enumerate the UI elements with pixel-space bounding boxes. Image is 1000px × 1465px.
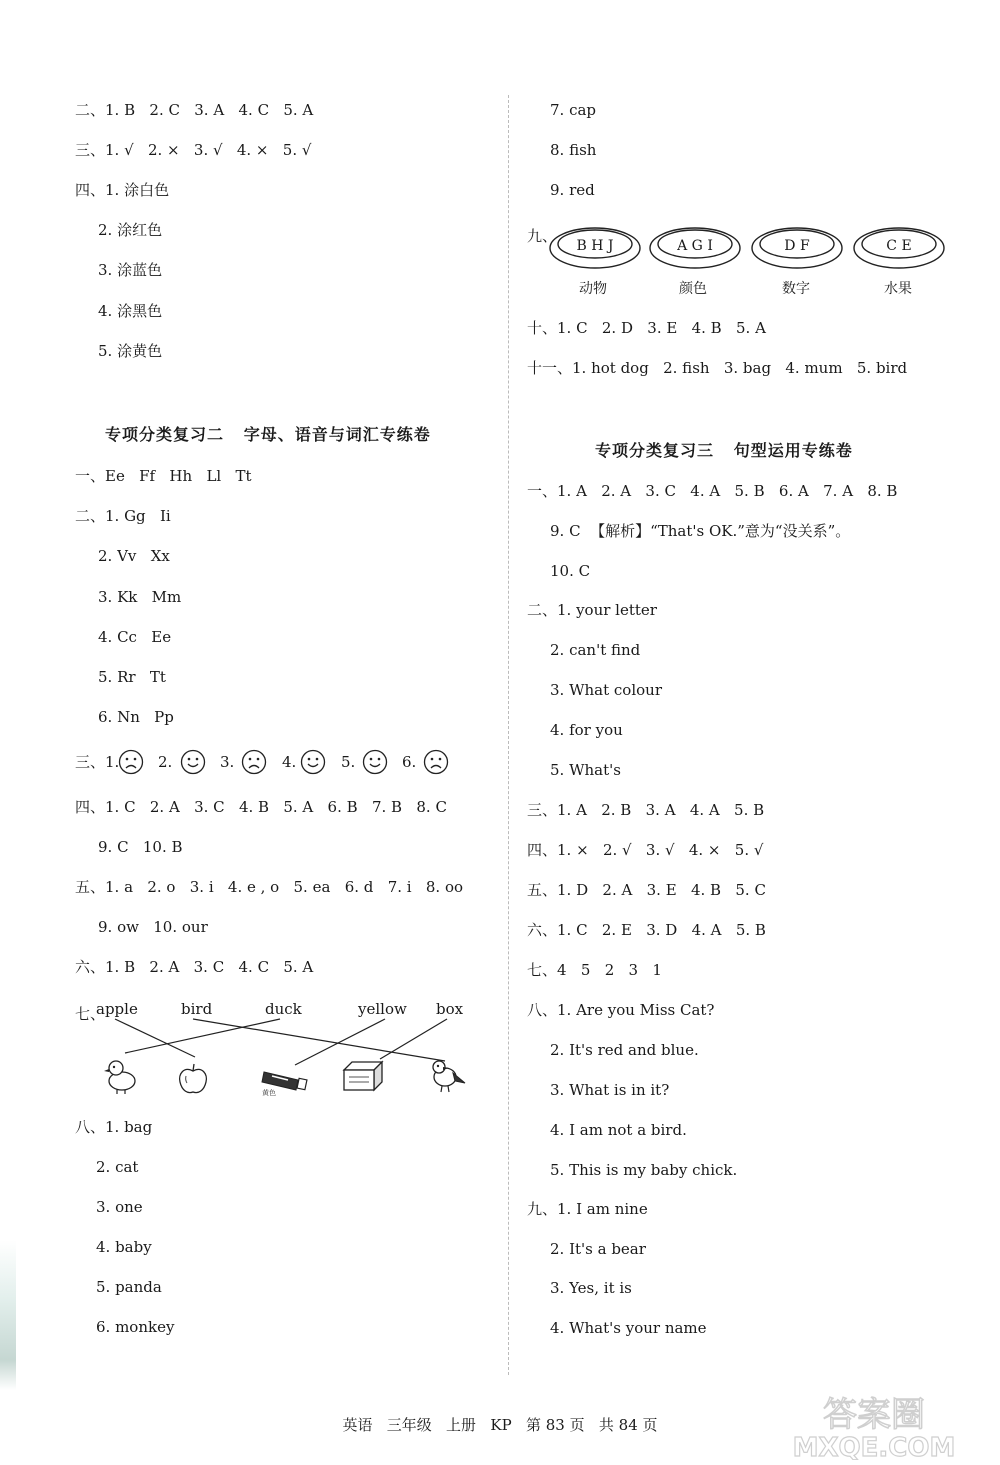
- sad-face-icon: [423, 749, 449, 775]
- answer-line: 五、1. D 2. A 3. E 4. B 5. C: [527, 881, 766, 899]
- answer-line: 5. This is my baby chick.: [550, 1161, 738, 1179]
- answer-line: 七、: [75, 1005, 106, 1023]
- match-word: box: [436, 1000, 464, 1018]
- plate-label: 颜色: [679, 281, 707, 297]
- answer-line: 5. panda: [96, 1278, 162, 1296]
- answer-line: 5. What's: [550, 761, 621, 779]
- answer-line: 3. What colour: [550, 681, 662, 699]
- plate-letters: A G I: [677, 238, 713, 254]
- answer-line: 9. red: [550, 181, 595, 199]
- match-word: yellow: [358, 1000, 407, 1018]
- watermark-top-text: 答案圈: [823, 1395, 925, 1435]
- answer-line: 9. C 【解析】“That's OK.”意为“没关系”。: [550, 522, 851, 540]
- answer-line: 十、1. C 2. D 3. E 4. B 5. A: [527, 319, 766, 337]
- answer-line: 四、1. 涂白色: [75, 181, 170, 199]
- answer-line: 3. Yes, it is: [550, 1279, 632, 1297]
- plate-label: 数字: [782, 281, 810, 297]
- answer-line: 一、1. A 2. A 3. C 4. A 5. B 6. A 7. A 8. B: [527, 482, 898, 500]
- plate-label: 水果: [884, 281, 912, 297]
- answer-line: 六、1. B 2. A 3. C 4. C 5. A: [75, 958, 314, 976]
- answer-line: 七、4 5 2 3 1: [527, 961, 662, 979]
- sad-face-icon: [241, 749, 267, 775]
- watermark-logo: [767, 1390, 982, 1460]
- answer-line: 四、1. C 2. A 3. C 4. B 5. A 6. B 7. B 8. C: [75, 798, 447, 816]
- answer-line: 五、1. a 2. o 3. i 4. e , o 5. ea 6. d 7. i 8. oo: [75, 878, 464, 896]
- question-number: 6.: [402, 753, 417, 771]
- section-title: 专项分类复习二 字母、语音与词汇专练卷: [105, 425, 431, 444]
- answer-line: 6. Nn Pp: [98, 708, 174, 726]
- box-icon: [342, 1060, 384, 1092]
- answer-line: 六、1. C 2. E 3. D 4. A 5. B: [527, 921, 766, 939]
- answer-line: 3. Kk Mm: [98, 588, 182, 606]
- column-divider: [508, 95, 509, 1375]
- answer-line: 2. can't find: [550, 641, 641, 659]
- match-word: bird: [181, 1000, 213, 1018]
- answer-line: 十一、1. hot dog 2. fish 3. bag 4. mum 5. bird: [527, 359, 908, 377]
- page-footer: 英语 三年级 上册 KP 第 83 页 共 84 页: [342, 1416, 658, 1434]
- bird-icon: [427, 1057, 467, 1095]
- answer-line: 3. What is in it?: [550, 1081, 670, 1099]
- answer-line: 6. monkey: [96, 1318, 175, 1336]
- answer-line: 9. ow 10. our: [98, 918, 208, 936]
- answer-line: 8. fish: [550, 141, 597, 159]
- plate-letters: B H J: [576, 238, 614, 254]
- answer-line: 八、1. bag: [75, 1118, 153, 1136]
- answer-line: 4. Cc Ee: [98, 628, 172, 646]
- answer-line: 二、1. B 2. C 3. A 4. C 5. A: [75, 101, 314, 119]
- answer-line: 二、1. Gg Ii: [75, 507, 171, 525]
- answer-line: 2. 涂红色: [98, 221, 163, 239]
- answer-line: 4. 涂黑色: [98, 302, 163, 320]
- answer-line: 3. 涂蓝色: [98, 261, 163, 279]
- chick-icon: [103, 1055, 141, 1095]
- happy-face-icon: [300, 749, 326, 775]
- question-number: 4.: [282, 753, 297, 771]
- plate-letters: C E: [886, 238, 912, 254]
- answer-line: 5. 涂黄色: [98, 342, 163, 360]
- sad-face-icon: [118, 749, 144, 775]
- answer-line: 三、1. √ 2. × 3. √ 4. × 5. √: [75, 141, 312, 159]
- match-word: apple: [96, 1000, 138, 1018]
- answer-line: 2. It's a bear: [550, 1240, 646, 1258]
- plate-label: 动物: [579, 281, 607, 297]
- apple-icon: [176, 1062, 210, 1096]
- answer-line: 3. one: [96, 1198, 143, 1216]
- answer-line: 九、: [527, 227, 558, 245]
- answer-line: 八、1. Are you Miss Cat?: [527, 1001, 715, 1019]
- answer-line: 4. baby: [96, 1238, 152, 1256]
- answer-line: 4. for you: [550, 721, 623, 739]
- answer-line: 九、1. I am nine: [527, 1200, 648, 1218]
- answer-line: 4. What's your name: [550, 1319, 707, 1337]
- question-number: 5.: [341, 753, 356, 771]
- paint-label: 黄色: [262, 1089, 276, 1097]
- question-number: 2.: [158, 753, 173, 771]
- happy-face-icon: [362, 749, 388, 775]
- happy-face-icon: [180, 749, 206, 775]
- answer-line: 一、Ee Ff Hh Ll Tt: [75, 467, 252, 485]
- answer-line: 9. C 10. B: [98, 838, 183, 856]
- answer-line: 2. cat: [96, 1158, 139, 1176]
- answer-line: 4. I am not a bird.: [550, 1121, 687, 1139]
- answer-line: 10. C: [550, 562, 591, 580]
- plate-letters: D F: [784, 238, 810, 254]
- answer-line: 四、1. × 2. √ 3. √ 4. × 5. √: [527, 841, 764, 859]
- answer-line: 三、1.: [75, 753, 120, 771]
- section-title: 专项分类复习三 句型运用专练卷: [595, 441, 853, 460]
- page-edge-shadow: [0, 1240, 16, 1390]
- answer-line: 7. cap: [550, 101, 597, 119]
- answer-line: 2. It's red and blue.: [550, 1041, 699, 1059]
- watermark-bottom-text: MXQE.COM: [792, 1433, 956, 1460]
- answer-line: 二、1. your letter: [527, 601, 657, 619]
- answer-line: 三、1. A 2. B 3. A 4. A 5. B: [527, 801, 765, 819]
- answer-line: 2. Vv Xx: [98, 547, 170, 565]
- match-word: duck: [265, 1000, 302, 1018]
- answer-line: 5. Rr Tt: [98, 668, 166, 686]
- question-number: 3.: [220, 753, 235, 771]
